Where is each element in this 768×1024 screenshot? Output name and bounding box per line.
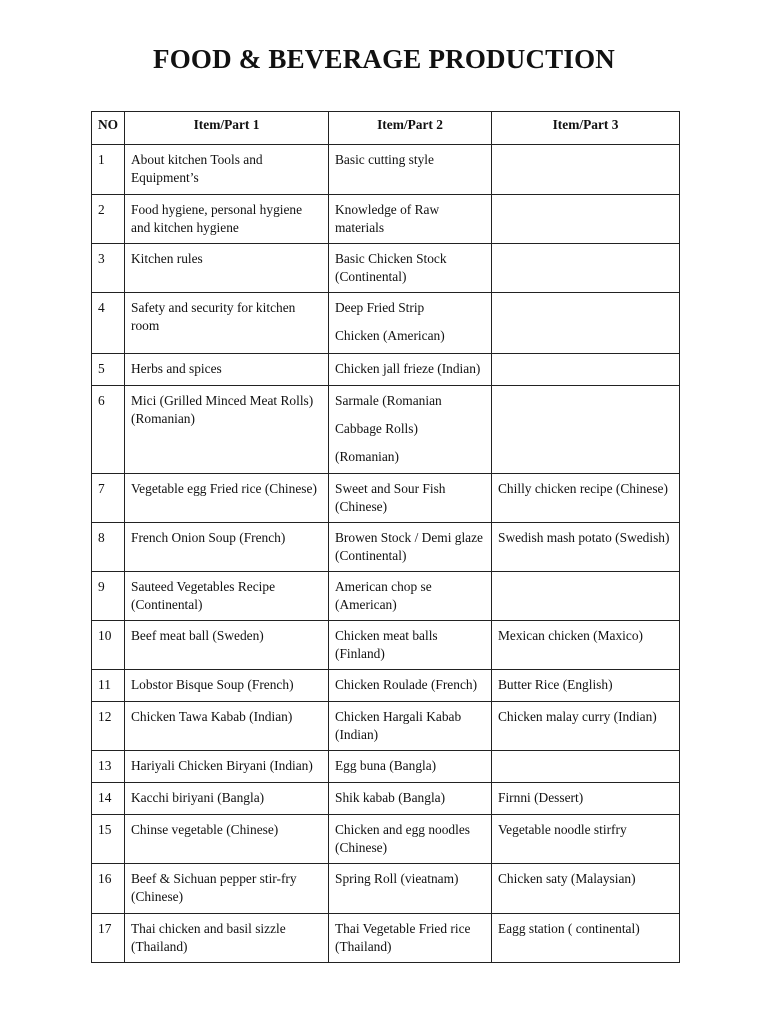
table-row	[92, 386, 680, 474]
cell-text: Browen Stock / Demi glaze (Continental)	[335, 530, 484, 563]
table-row	[92, 751, 680, 783]
cell-part-1	[125, 702, 329, 751]
row-number: 13	[92, 751, 125, 783]
cell-text: French Onion Soup (French)	[131, 530, 286, 545]
cell-part-2	[329, 195, 492, 244]
cell-part-3	[492, 783, 680, 815]
cell-text: Spring Roll (vieatnam)	[335, 871, 459, 886]
cell-part-2	[329, 914, 492, 963]
cell-part-1	[125, 621, 329, 670]
table-row	[92, 354, 680, 386]
cell-text: Beef & Sichuan pepper stir-fry (Chinese)	[131, 871, 297, 904]
table-row	[92, 572, 680, 621]
cell-part-3	[492, 354, 680, 386]
cell-part-2	[329, 815, 492, 864]
header-no: NO	[92, 112, 125, 145]
cell-text: Chicken jall frieze (Indian)	[335, 361, 481, 376]
row-number: 15	[92, 815, 125, 864]
course-table	[91, 111, 680, 963]
table-header-row	[92, 112, 680, 145]
row-number: 17	[92, 914, 125, 963]
table-row	[92, 815, 680, 864]
cell-part-1	[125, 751, 329, 783]
cell-text: Chicken (American)	[335, 328, 445, 343]
table-row	[92, 474, 680, 523]
cell-text: Chicken meat balls (Finland)	[335, 628, 438, 661]
cell-part-3	[492, 815, 680, 864]
cell-text: Eagg station ( continental)	[498, 921, 640, 936]
cell-text: Shik kabab (Bangla)	[335, 790, 446, 805]
cell-part-2	[329, 244, 492, 293]
cell-text: Chicken Tawa Kabab (Indian)	[131, 709, 293, 724]
page-title: FOOD & BEVERAGE PRODUCTION	[153, 44, 615, 74]
cell-text: Sauteed Vegetables Recipe (Continental)	[131, 579, 276, 612]
cell-part-3	[492, 474, 680, 523]
row-number: 3	[92, 244, 125, 293]
cell-text: (Romanian)	[335, 449, 399, 464]
row-number: 8	[92, 523, 125, 572]
cell-text: Basic cutting style	[335, 152, 434, 167]
table-row	[92, 195, 680, 244]
table-row	[92, 783, 680, 815]
cell-part-3	[492, 523, 680, 572]
cell-part-3	[492, 386, 680, 474]
cell-part-1	[125, 386, 329, 474]
cell-part-3	[492, 702, 680, 751]
table-row	[92, 670, 680, 702]
cell-text: Hariyali Chicken Biryani (Indian)	[131, 758, 313, 773]
table-row	[92, 621, 680, 670]
cell-part-3	[492, 145, 680, 195]
row-number: 1	[92, 145, 125, 195]
row-number: 5	[92, 354, 125, 386]
cell-part-2	[329, 354, 492, 386]
cell-text: Mici (Grilled Minced Meat Rolls) (Romanian)	[131, 393, 314, 426]
cell-part-1	[125, 474, 329, 523]
cell-text: Cabbage Rolls)	[335, 421, 418, 436]
cell-part-1	[125, 244, 329, 293]
cell-text: Mexican chicken (Maxico)	[498, 628, 644, 643]
cell-part-1	[125, 293, 329, 354]
table-row	[92, 293, 680, 354]
cell-text: Kitchen rules	[131, 251, 203, 266]
row-number: 2	[92, 195, 125, 244]
cell-part-1	[125, 670, 329, 702]
cell-text: Vegetable egg Fried rice (Chinese)	[131, 481, 317, 496]
cell-part-3	[492, 244, 680, 293]
table-row	[92, 244, 680, 293]
cell-text: Sweet and Sour Fish (Chinese)	[335, 481, 446, 514]
cell-text: Lobstor Bisque Soup (French)	[131, 677, 294, 692]
cell-text: American chop se (American)	[335, 579, 432, 612]
table-row	[92, 145, 680, 195]
cell-part-3	[492, 914, 680, 963]
table-row	[92, 914, 680, 963]
table-row	[92, 864, 680, 914]
cell-part-1	[125, 864, 329, 914]
row-number: 6	[92, 386, 125, 474]
cell-text: Thai chicken and basil sizzle (Thailand)	[131, 921, 286, 954]
cell-part-2	[329, 386, 492, 474]
cell-part-2	[329, 523, 492, 572]
row-number: 10	[92, 621, 125, 670]
cell-text: Chicken saty (Malaysian)	[498, 871, 636, 886]
row-number: 14	[92, 783, 125, 815]
cell-text: Swedish mash potato (Swedish)	[498, 530, 670, 545]
row-number: 16	[92, 864, 125, 914]
cell-text: Beef meat ball (Sweden)	[131, 628, 264, 643]
cell-text: Thai Vegetable Fried rice (Thailand)	[335, 921, 471, 954]
cell-part-2	[329, 572, 492, 621]
cell-text: Chicken malay curry (Indian)	[498, 709, 657, 724]
cell-part-1	[125, 354, 329, 386]
table-body	[92, 145, 680, 963]
cell-part-3	[492, 670, 680, 702]
row-number: 11	[92, 670, 125, 702]
header-part-2: Item/Part 2	[329, 112, 492, 145]
cell-text: Herbs and spices	[131, 361, 222, 376]
cell-part-3	[492, 621, 680, 670]
header-part-1: Item/Part 1	[125, 112, 329, 145]
cell-part-2	[329, 621, 492, 670]
row-number: 7	[92, 474, 125, 523]
cell-text: Chinse vegetable (Chinese)	[131, 822, 279, 837]
table-row	[92, 523, 680, 572]
cell-text: Chicken Hargali Kabab (Indian)	[335, 709, 462, 742]
row-number: 4	[92, 293, 125, 354]
cell-part-1	[125, 914, 329, 963]
cell-text: About kitchen Tools and Equipment’s	[131, 152, 263, 185]
cell-part-2	[329, 751, 492, 783]
cell-part-3	[492, 751, 680, 783]
cell-part-2	[329, 702, 492, 751]
cell-text: Basic Chicken Stock (Continental)	[335, 251, 447, 284]
row-number: 9	[92, 572, 125, 621]
cell-text: Egg buna (Bangla)	[335, 758, 437, 773]
header-part-3: Item/Part 3	[492, 112, 680, 145]
cell-part-3	[492, 293, 680, 354]
cell-text: Food hygiene, personal hygiene and kitchen hygiene	[131, 202, 303, 235]
cell-part-2	[329, 864, 492, 914]
cell-text: Vegetable noodle stirfry	[498, 822, 627, 837]
cell-part-3	[492, 864, 680, 914]
cell-part-2	[329, 145, 492, 195]
cell-text: Knowledge of Raw materials	[335, 202, 440, 235]
cell-part-1	[125, 195, 329, 244]
cell-part-2	[329, 474, 492, 523]
cell-text: Safety and security for kitchen room	[131, 300, 296, 333]
cell-part-1	[125, 145, 329, 195]
cell-text: Chicken Roulade (French)	[335, 677, 478, 692]
cell-part-1	[125, 783, 329, 815]
cell-part-1	[125, 815, 329, 864]
cell-part-3	[492, 572, 680, 621]
cell-text: Deep Fried Strip	[335, 300, 425, 315]
cell-text: Chilly chicken recipe (Chinese)	[498, 481, 668, 496]
table-row	[92, 702, 680, 751]
cell-part-2	[329, 670, 492, 702]
cell-text: Sarmale (Romanian	[335, 393, 442, 408]
cell-text: Chicken and egg noodles (Chinese)	[335, 822, 470, 855]
cell-text: Butter Rice (English)	[498, 677, 613, 692]
cell-part-2	[329, 783, 492, 815]
row-number: 12	[92, 702, 125, 751]
cell-part-1	[125, 523, 329, 572]
cell-part-2	[329, 293, 492, 354]
cell-text: Firnni (Dessert)	[498, 790, 584, 805]
cell-text: Kacchi biriyani (Bangla)	[131, 790, 265, 805]
cell-part-3	[492, 195, 680, 244]
cell-part-1	[125, 572, 329, 621]
